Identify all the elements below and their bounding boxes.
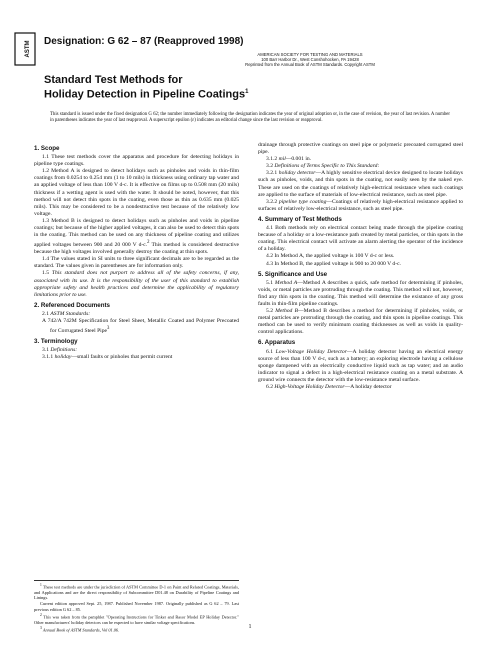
standard-issuance-note: This standard is issued under the fixed designation G 62; the number immediately following the designation indicates the year of original adoption or, in the case of revision, the year of last revision. A number in parentheses indicates the year of last reapproval. A superscript epsilon (ε) indicates an editorial change since the last revision or reapproval. xyxy=(50,112,450,124)
title-line-1: Standard Test Methods for xyxy=(44,74,183,86)
paragraph: 5.1 Method A—Method A describes a quick, safe method for determining if pinholes, voids, or metal particles are protruding through the coating. This method will not, however, find any thin spots in the coating. This method will determine the existance of any gross faults in thin-film pipeline coatings. xyxy=(258,279,463,307)
paragraph: 4.2 In Method A, the applied voltage is 100 V d-c or less. xyxy=(266,253,395,260)
paragraph: 1.1 These test methods cover the apparatus and procedure for detecting holidays in pipeline type coatings. xyxy=(34,154,239,168)
paragraph: 3.2.1 holiday detector—A highly sensitive electrical device designed to locate holidays such as pinholes, voids, and thin spots in the coating, not easily seen by the naked eye. These are used on the coatings of relatively high-electrical resistance when such coatings are applied to the surface of materials of low-electrical resistance, such as steel pipe. xyxy=(258,170,463,198)
paragraph: 1.5 This standard does not purport to address all of the safety concerns, if any, associated with its use. It is the responsibility of the user of this standard to establish appropriate safety and health practices and determine the applicability of regulatory limitations prior to use. xyxy=(34,270,239,298)
paragraph: 2.1 ASTM Standards: xyxy=(42,310,91,317)
paragraph: 1.2 Method A is designed to detect holidays such as pinholes and voids in thin-film coatings from 0.0254 to 0.254 mm (1 to 10 mils) in thickness using ordinary tap water and an applied voltage of less than 100 V d-c. It is effective on films up to 0.508 mm (20 mils) thickness if a wetting agent is used with the water. It should be noted, however, that this method will not detect thin spots in the coating, even those as thin as 0.635 mm (0.025 mils). This may be considered to be a nondestructive test because of the relatively low voltage. xyxy=(34,168,239,217)
paragraph: 3.1 Definitions: xyxy=(42,347,78,354)
paragraph: 6.1 Low-Voltage Holiday Detector—A holiday detector having an electrical energy source of less than 100 V d-c, such as a battery; an exploring electrode having a cellulose sponge dampened with an electrically conductive liquid such as tap water; and an audio indicator to signal a defect in a high-electrical resistance coating on a metal substrate. A ground wire connects the detector with the low-resistance metal surface. xyxy=(258,348,464,383)
publisher-line: 100 Barr Harbor Dr., West Conshohocken, PA 19428 xyxy=(261,57,359,62)
section-heading: 6. Apparatus xyxy=(258,339,296,347)
footnote: $^3$ Annual Book of ASTM Standards, Vol 01.06. xyxy=(40,625,120,633)
left-column xyxy=(34,142,239,361)
footnote: Current edition approved Sept. 25, 1987. Published November 1987. Originally published as G 62 – 79. Last previous edition G 62 – 85. xyxy=(34,601,239,612)
svg-text:ASTM: ASTM xyxy=(25,40,31,58)
reference-item: A 742/A 742M Specification for Steel Sheet, Metallic Coated and Polymer Precoated for Corrugated Steel Pipe$^3$ xyxy=(42,318,239,334)
paragraph: 3.2.2 pipeline type coating—Coatings of relatively high-electrical resistance applied to surfaces of relatively low-electrical resistance, such as steel pipe. xyxy=(258,198,464,212)
paragraph: 3.1.2 mil—0.001 in. xyxy=(266,156,312,163)
astm-logo xyxy=(14,32,36,66)
right-column xyxy=(258,142,463,391)
document-title xyxy=(44,74,248,101)
paragraph: 5.2 Method B—Method B describes a method for determining if pinholes, voids, or metal particles are protruding through the coating, and thin spots in pipeline coatings. This method can be used to verify minimum coating thicknesses as well as voids in quality-control applications. xyxy=(258,308,464,336)
section-heading: 5. Significance and Use xyxy=(258,270,328,278)
paragraph: 6.2 High-Voltage Holiday Detector—A holiday detector xyxy=(266,384,392,390)
section-heading: 3. Terminology xyxy=(34,338,78,346)
title-line-2: Holiday Detection in Pipeline Coatings$^1$ xyxy=(44,88,249,101)
publisher-block xyxy=(200,52,420,67)
page-number: 1 xyxy=(248,624,252,630)
section-heading: 2. Referenced Documents xyxy=(34,301,110,309)
publisher-line: Reprinted from the Annual Book of ASTM Standards. Copyright ASTM xyxy=(245,62,375,67)
paragraph: 1.3 Method B is designed to detect holidays such as pinholes and voids in pipeline coatings; but because of the higher applied voltages, it can also be used to detect thin spots in the coating. This method can be used on any thickness of pipeline coating and utilizes applied voltages between 900 and 20 000 V d-c.$^2$ This method is considered destructive because the high voltages involved generally destroy the coating at thin spots. xyxy=(34,217,239,256)
section-heading: 1. Scope xyxy=(34,145,60,152)
paragraph: 1.4 The values stated in SI units to three significant decimals are to be regarded as the standard. The values given in parentheses are for information only. xyxy=(34,256,239,270)
footnote: $^1$ These test methods are under the jurisdiction of ASTM Committee D-1 on Paint and Related Coatings, Materials, and Applications and are the direct responsibility of Subcommittee D01.48 on Durability of Pipeline Coatings and Linings. xyxy=(34,583,240,601)
paragraph: 4.1 Both methods rely on electrical contact being made through the pipeline coating because of a holiday or a low-resistance path created by metal particles, or thin spots in the coating. This electrical contact will activate an alarm alerting the operator of the incidence of a holiday. xyxy=(258,225,463,253)
section-heading: 4. Summary of Test Methods xyxy=(258,215,342,223)
paragraph: 3.2 Definitions of Terms Specific to This Standard: xyxy=(266,163,380,170)
paragraph: drainage through protective coatings on steel pipe or polymeric precoated corrugated steel pipe. xyxy=(258,142,463,156)
designation: Designation: G 62 – 87 (Reapproved 1998) xyxy=(44,36,244,47)
paragraph: 3.1.1 holiday—small faults or pinholes that permit current xyxy=(42,354,173,361)
footnote: $^2$ This was taken from the pamphlet "Operating Instructions for Tinker and Rasor Model EP Holiday Detector." Other manufacturers' holiday detectors can be expected to have similar voltage specifications. xyxy=(34,612,239,625)
publisher-line: AMERICAN SOCIETY FOR TESTING AND MATERIALS xyxy=(257,52,363,57)
paragraph: 4.3 In Method B, the applied voltage is 900 to 20 000 V d-c. xyxy=(266,260,401,267)
